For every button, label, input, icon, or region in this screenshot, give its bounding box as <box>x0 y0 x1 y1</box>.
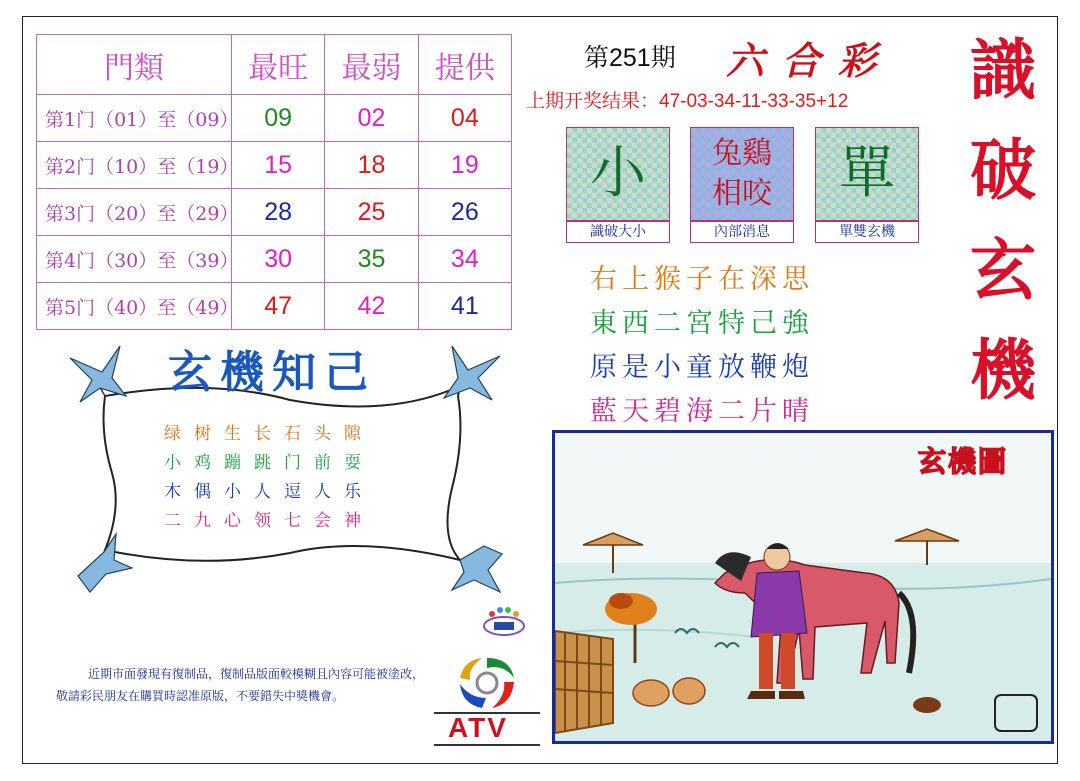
atv-logo-text: ATV <box>448 712 508 743</box>
counterfeit-notice: 近期市面發現有復制品，復制品版面較模糊且內容可能被塗改，敬請彩民朋友在購買時認准原版，不要錯失中獎機會。 <box>56 667 425 703</box>
hint-glyph: 兔鷄相咬 <box>712 136 772 211</box>
cell-hottest: 09 <box>232 95 325 142</box>
cell-provided: 19 <box>418 142 511 189</box>
cell-provided: 41 <box>418 283 511 330</box>
rock <box>673 678 705 704</box>
issue-number: 第251期 <box>584 44 676 72</box>
cell-hottest: 15 <box>232 142 325 189</box>
hint-tile <box>690 127 794 221</box>
cell-provided: 34 <box>418 236 511 283</box>
vertical-title-char: 玄 <box>970 231 1036 309</box>
poem <box>590 258 814 434</box>
cell-weakest: 25 <box>325 189 418 236</box>
header-weakest: 最弱 <box>325 35 418 95</box>
mini-lottery-logo-icon <box>480 604 528 640</box>
cell-provided: 04 <box>418 95 511 142</box>
poem-line: 原是小童放鞭炮 <box>590 352 814 383</box>
rock <box>633 680 669 706</box>
poem-line: 藍天碧海二片晴 <box>590 396 814 427</box>
picture-label: 玄機圖 <box>918 445 1009 478</box>
vertical-title-char: 機 <box>970 331 1036 409</box>
vertical-title <box>958 20 1048 420</box>
fence <box>555 631 613 733</box>
hint-tile <box>566 127 670 221</box>
hint-glyph: 單 <box>839 141 895 206</box>
vertical-title-char: 識 <box>970 31 1036 109</box>
scroll-line: 二九心领七会神 <box>164 511 374 531</box>
scroll-title: 玄機知己 <box>168 347 376 398</box>
scroll-poem <box>164 420 374 536</box>
row-label: 第3门（20）至（29） <box>37 189 232 236</box>
poem-line: 東西二宮特己強 <box>590 308 814 339</box>
poem-line: 右上猴子在深思 <box>590 264 814 295</box>
scroll-line: 绿树生长石头隙 <box>164 424 374 444</box>
table-row <box>37 142 512 189</box>
hint-glyph: 小 <box>590 141 646 206</box>
row-label: 第5门（40）至（49） <box>37 283 232 330</box>
hint-caption: 識破大小 <box>566 221 670 243</box>
previous-result: 上期开奖结果：47-03-34-11-33-35+12 <box>526 91 849 112</box>
table-header-row <box>37 35 512 95</box>
hint-inside-news <box>690 127 794 245</box>
cell-hottest: 47 <box>232 283 325 330</box>
header-hottest: 最旺 <box>232 35 325 95</box>
hint-caption: 內部消息 <box>690 221 794 243</box>
swallow-icon <box>444 346 500 400</box>
swallow-icon <box>70 346 126 402</box>
header-category: 門類 <box>37 35 232 95</box>
header-provided: 提供 <box>418 35 511 95</box>
swallow-icon <box>452 546 502 592</box>
cell-hottest: 30 <box>232 236 325 283</box>
cell-weakest: 42 <box>325 283 418 330</box>
row-label: 第4门（30）至（39） <box>37 236 232 283</box>
table-row <box>37 95 512 142</box>
row-label: 第1门（01）至（09） <box>37 95 232 142</box>
scroll-line: 小鸡蹦跳门前耍 <box>164 453 374 473</box>
cell-weakest: 18 <box>325 142 418 189</box>
cell-hottest: 28 <box>232 189 325 236</box>
vertical-title-char: 破 <box>970 131 1036 209</box>
row-label: 第2门（10）至（19） <box>37 142 232 189</box>
cell-weakest: 02 <box>325 95 418 142</box>
atv-logo-icon <box>434 650 540 714</box>
brand-title: 六合彩 <box>726 38 895 83</box>
hint-size <box>566 127 670 245</box>
rock <box>913 697 941 713</box>
hint-tile <box>815 127 919 221</box>
scroll-line: 木偶小人逗人乐 <box>164 482 374 502</box>
table-row <box>37 189 512 236</box>
table-row <box>37 283 512 330</box>
table-row <box>37 236 512 283</box>
hint-odd-even <box>815 127 919 245</box>
hint-caption: 單雙玄機 <box>815 221 919 243</box>
cell-provided: 26 <box>418 189 511 236</box>
cell-weakest: 35 <box>325 236 418 283</box>
gate-table <box>36 34 512 330</box>
